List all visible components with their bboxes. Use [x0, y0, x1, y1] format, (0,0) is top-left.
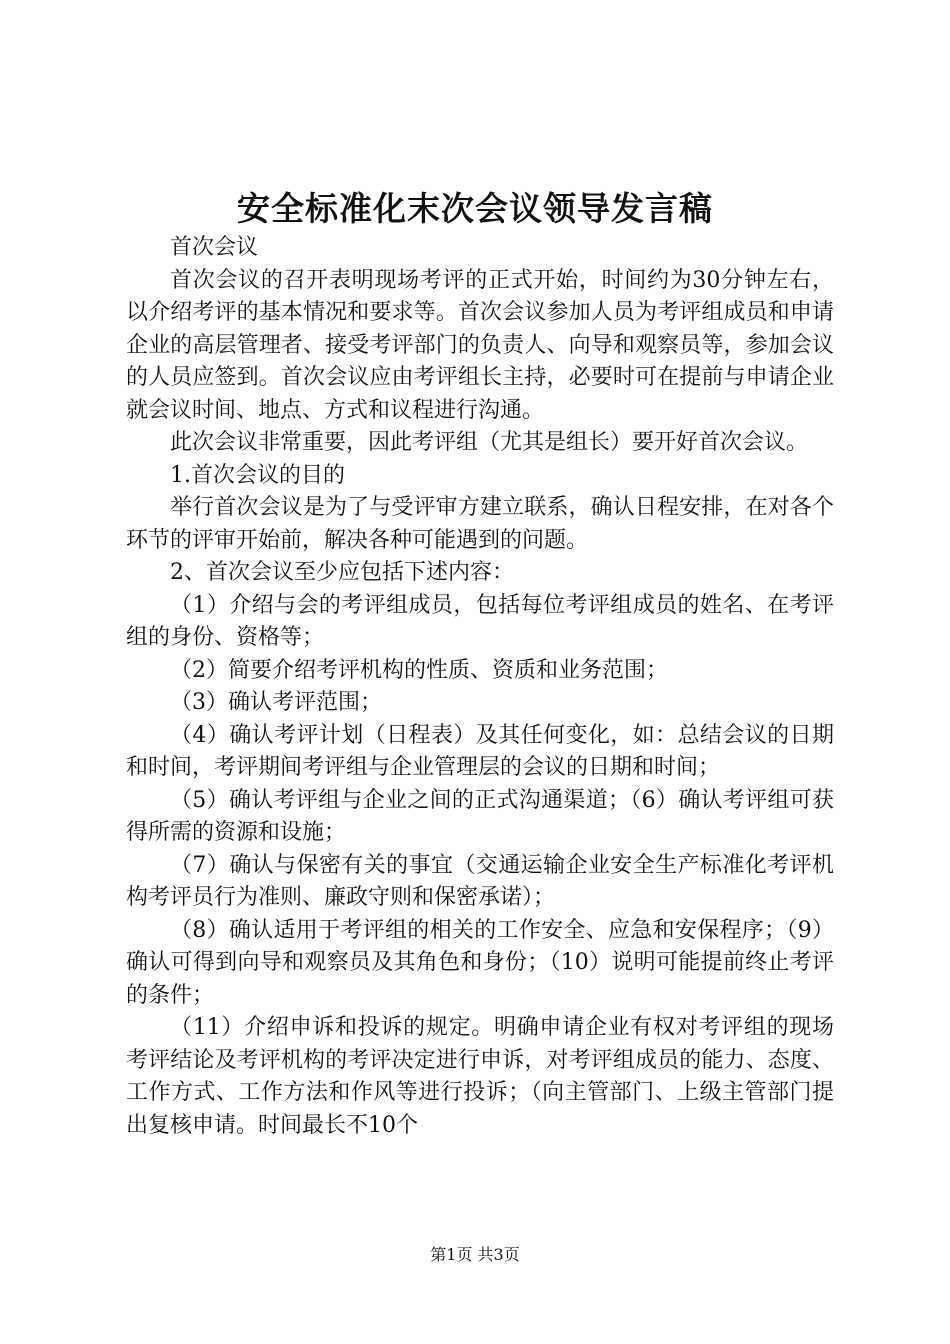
- paragraph: （8）确认适用于考评组的相关的工作安全、应急和安保程序；（9）确认可得到向导和观察员及其角色和身份；（10）说明可能提前终止考评的条件；: [126, 917, 834, 1008]
- paragraph: （5）确认考评组与企业之间的正式沟通渠道；（6）确认考评组可获得所需的资源和设施；: [126, 787, 834, 845]
- paragraph: （4）确认考评计划（日程表）及其任何变化，如：总结会议的日期和时间，考评期间考评组与企业管理层的会议的日期和时间；: [126, 722, 834, 780]
- paragraph: 此次会议非常重要，因此考评组（尤其是组长）要开好首次会议。: [170, 430, 809, 455]
- paragraph: （7）确认与保密有关的事宜（交通运输企业安全生产标准化考评机构考评员行为准则、廉政守则和保密承诺）；: [126, 852, 834, 910]
- paragraph: 举行首次会议是为了与受评审方建立联系，确认日程安排，在对各个环节的评审开始前，解决各种可能遇到的问题。: [126, 495, 834, 553]
- page-footer: 第1页 共3页: [430, 1245, 520, 1264]
- paragraph: （11）介绍申诉和投诉的规定。明确申请企业有权对考评组的现场考评结论及考评机构的考评决定进行申诉，对考评组成员的能力、态度、工作方式、工作方法和作风等进行投诉；（向主管部门、上级主管部门提出复核申请。时间最长不10个: [126, 1015, 834, 1138]
- paragraph: （1）介绍与会的考评组成员，包括每位考评组成员的姓名、在考评组的身份、资格等；: [126, 592, 834, 650]
- paragraph: （3）确认考评范围；: [170, 690, 382, 715]
- paragraph: 1.首次会议的目的: [170, 462, 345, 488]
- paragraph: 首次会议: [170, 235, 259, 260]
- document-body: [126, 232, 834, 1142]
- paragraph: （2）简要介绍考评机构的性质、资质和业务范围；: [170, 657, 668, 683]
- document-title: 安全标准化末次会议领导发言稿: [237, 189, 713, 228]
- paragraph: 2、首次会议至少应包括下述内容：: [170, 560, 514, 585]
- paragraph: 首次会议的召开表明现场考评的正式开始，时间约为30分钟左右，以介绍考评的基本情况和要求等。首次会议参加人员为考评组成员和申请企业的高层管理者、接受考评部门的负责人、向导和观察员等，参加会议的人员应签到。首次会议应由考评组长主持，必要时可在提前与申请企业就会议时间、地点、方式和议程进行沟通。: [126, 267, 834, 423]
